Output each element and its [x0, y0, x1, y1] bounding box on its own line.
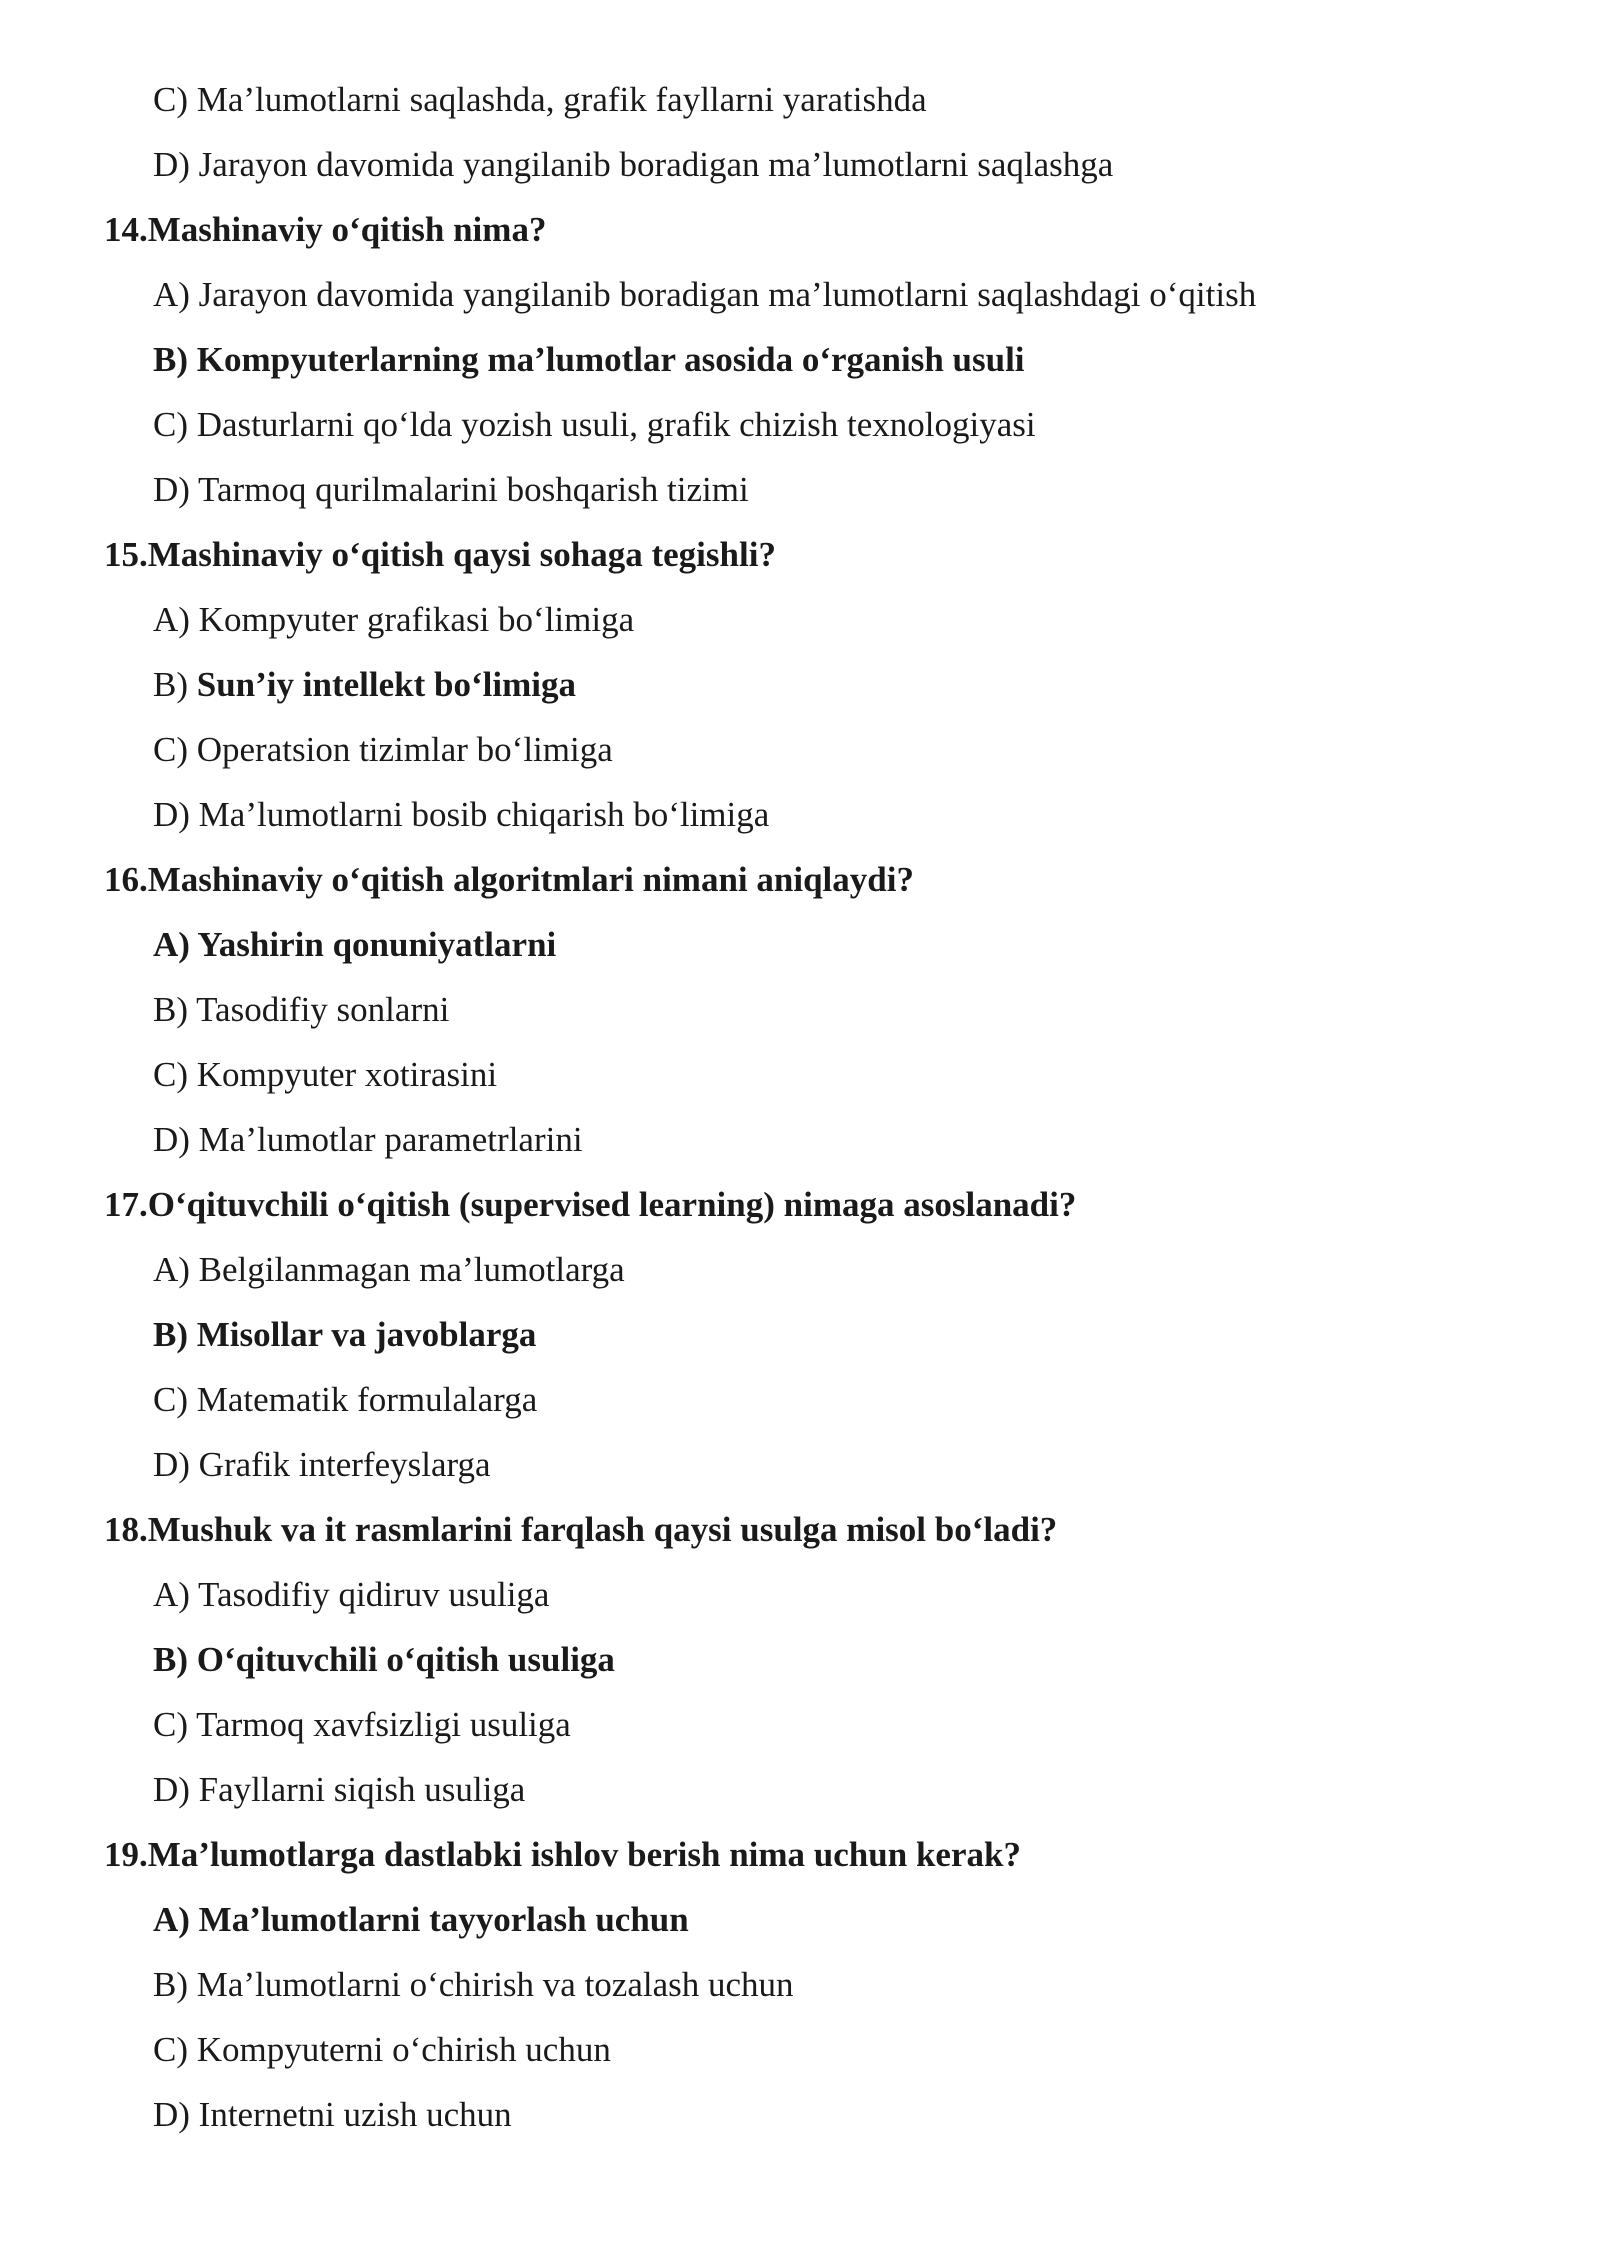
option-line: C) Dasturlarni qo‘lda yozish usuli, grafik chizish texnologiyasi — [153, 405, 1036, 444]
option-line: D) Jarayon davomida yangilanib boradigan ma’lumotlarni saqlashga — [153, 145, 1114, 184]
option-line: D) Grafik interfeyslarga — [153, 1445, 491, 1484]
option-line: C) Kompyuterni o‘chirish uchun — [153, 2030, 611, 2069]
option-line: A) Tasodifiy qidiruv usuliga — [153, 1575, 550, 1614]
question-title: 17.O‘qituvchili o‘qitish (supervised learning) nimaga asoslanadi? — [104, 1185, 1077, 1224]
option-line: C) Ma’lumotlarni saqlashda, grafik fayllarni yaratishda — [153, 80, 927, 119]
question-title: 16.Mashinaviy o‘qitish algoritmlari nimani aniqlaydi? — [104, 860, 914, 899]
question-title: 15.Mashinaviy o‘qitish qaysi sohaga tegishli? — [104, 535, 776, 574]
option-line: D) Fayllarni siqish usuliga — [153, 1770, 526, 1809]
option-line: D) Ma’lumotlar parametrlarini — [153, 1120, 583, 1159]
question-title: 18.Mushuk va it rasmlarini farqlash qaysi usulga misol bo‘ladi? — [104, 1510, 1058, 1549]
option-answer: Sun’iy intellekt bo‘limiga — [196, 665, 576, 704]
question-title: 14.Mashinaviy o‘qitish nima? — [104, 210, 547, 249]
option-line: B) Ma’lumotlarni o‘chirish va tozalash uchun — [153, 1965, 794, 2004]
question-title: 19.Ma’lumotlarga dastlabki ishlov berish nima uchun kerak? — [104, 1835, 1021, 1874]
option-line: D) Tarmoq qurilmalarini boshqarish tizimi — [153, 470, 749, 509]
option-line-correct: B) Kompyuterlarning ma’lumotlar asosida o‘rganish usuli — [153, 340, 1025, 379]
option-line: C) Matematik formulalarga — [153, 1380, 538, 1419]
option-line-correct: B) O‘qituvchili o‘qitish usuliga — [153, 1640, 615, 1679]
option-line-correct: A) Ma’lumotlarni tayyorlash uchun — [153, 1900, 689, 1939]
option-line: A) Belgilanmagan ma’lumotlarga — [153, 1250, 625, 1289]
option-line-correct: B) Misollar va javoblarga — [153, 1315, 537, 1354]
option-line: C) Kompyuter xotirasini — [153, 1055, 498, 1094]
option-label: B) — [153, 665, 197, 704]
option-line: C) Operatsion tizimlar bo‘limiga — [153, 730, 613, 769]
option-line: A) Jarayon davomida yangilanib boradigan ma’lumotlarni saqlashdagi o‘qitish — [153, 275, 1257, 314]
option-line: D) Internetni uzish uchun — [153, 2095, 512, 2134]
option-line: C) Tarmoq xavfsizligi usuliga — [153, 1705, 571, 1744]
option-line: A) Kompyuter grafikasi bo‘limiga — [153, 600, 635, 639]
option-line: D) Ma’lumotlarni bosib chiqarish bo‘limiga — [153, 795, 770, 834]
option-line-correct — [0, 655, 576, 715]
option-line-correct: A) Yashirin qonuniyatlarni — [153, 925, 557, 964]
option-line: B) Tasodifiy sonlarni — [153, 990, 450, 1029]
